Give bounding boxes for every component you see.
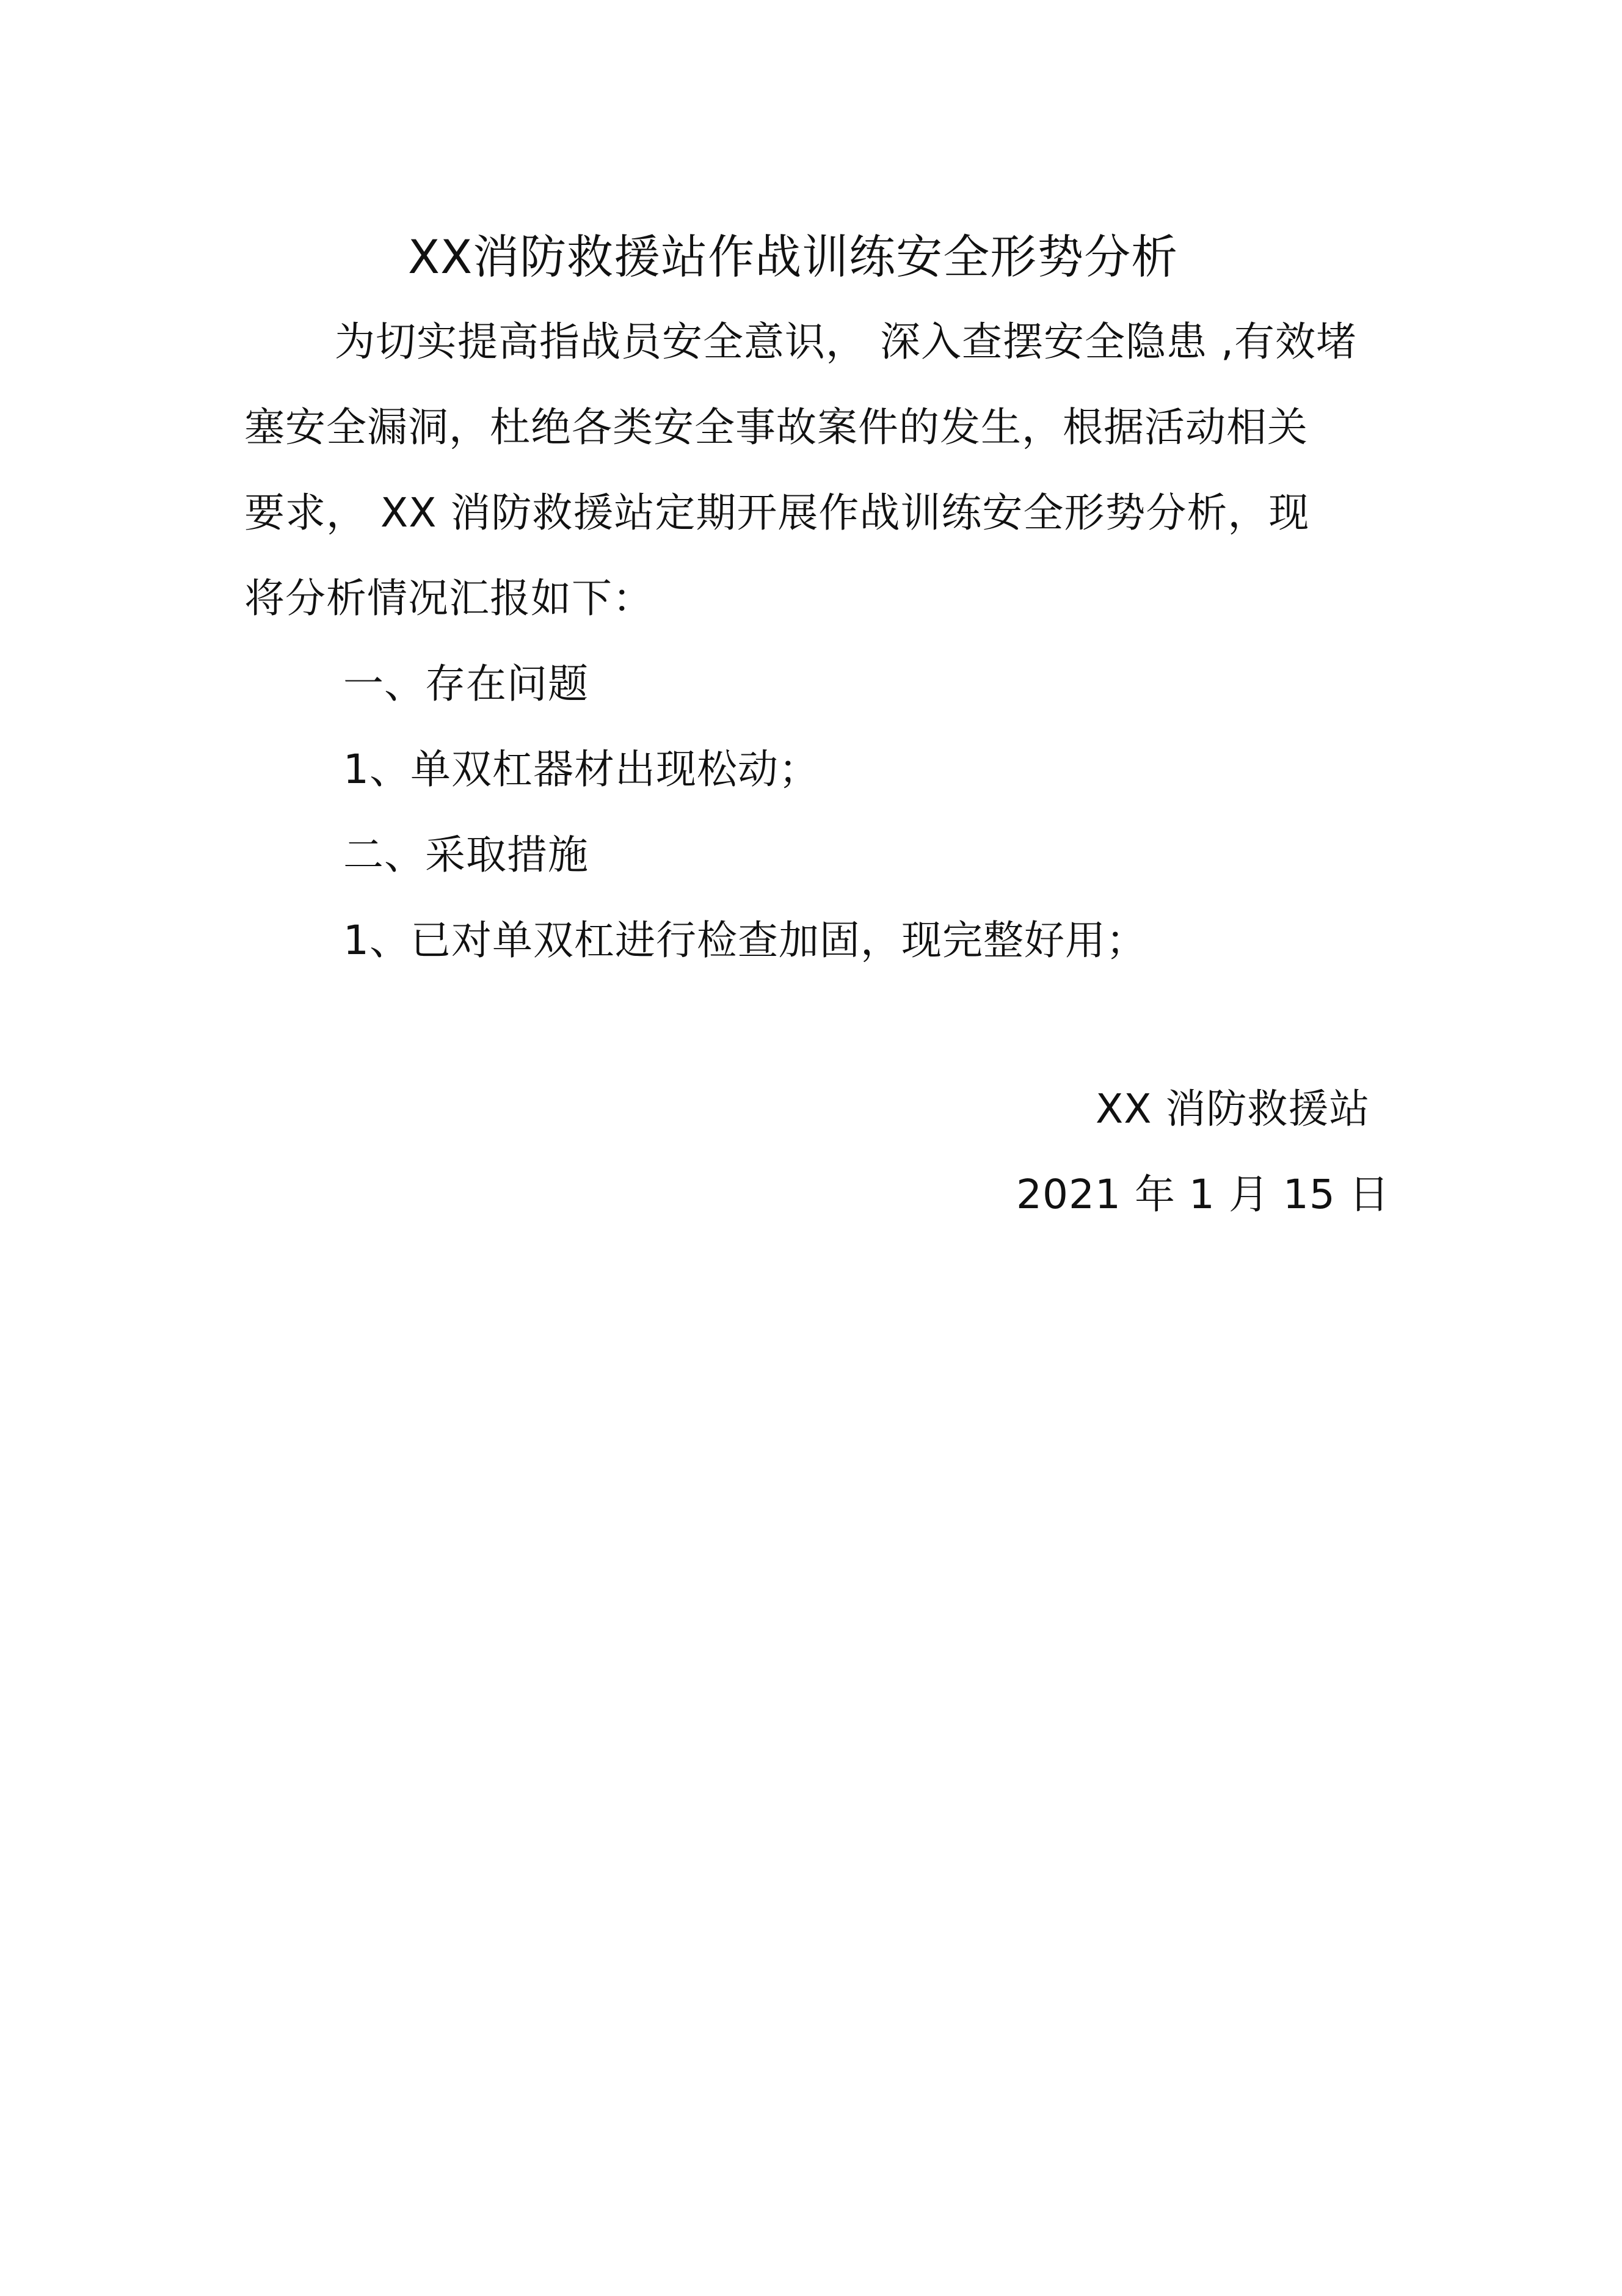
signature-date: 2021 年 1 月 15 日	[1016, 1171, 1390, 1218]
intro-line-2: 塞安全漏洞，杜绝各类安全事故案件的发生，根据活动相关	[244, 404, 1308, 451]
section-heading-problems: 一、存在问题	[343, 660, 589, 707]
intro-line-3: 要求， XX 消防救援站定期开展作战训练安全形势分析，现	[244, 489, 1310, 536]
document-title: XX消防救援站作战训练安全形势分析	[408, 230, 1179, 284]
problem-item-1: 1、单双杠器材出现松动；	[343, 746, 820, 793]
intro-line-4: 将分析情况汇报如下：	[244, 575, 653, 622]
intro-line-1: 为切实提高指战员安全意识， 深入查摆安全隐患 ,有效堵	[335, 318, 1357, 365]
section-heading-measures: 二、采取措施	[343, 831, 589, 878]
measure-item-1: 1、已对单双杠进行检查加固，现完整好用；	[343, 917, 1147, 964]
signature-organization: XX 消防救援站	[1096, 1085, 1370, 1132]
